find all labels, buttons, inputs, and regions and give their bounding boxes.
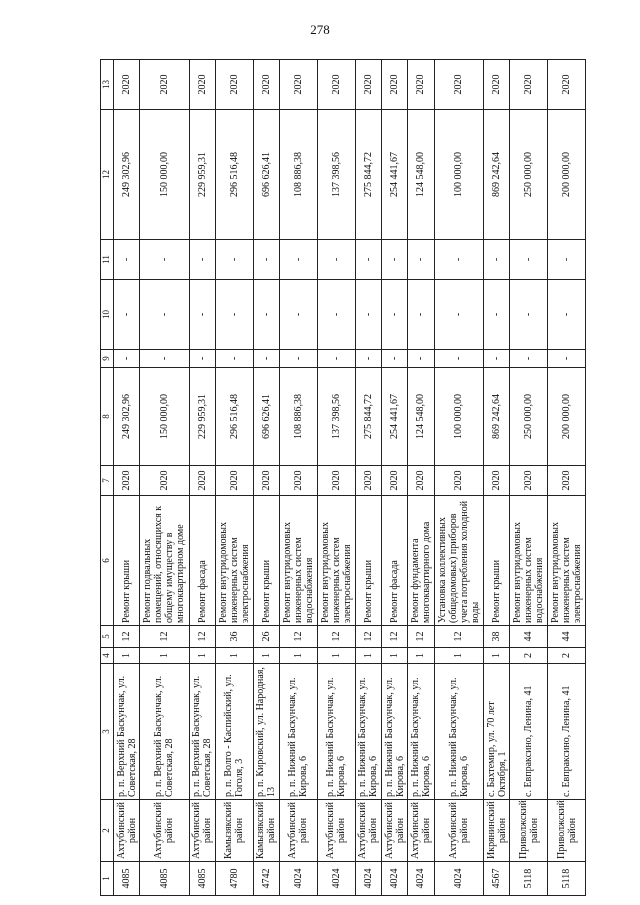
cell-id: 4024 (408, 862, 434, 896)
cell-col10: - (355, 280, 381, 350)
cell-col9: - (483, 350, 509, 368)
cell-count: 2 (548, 648, 586, 664)
cell-work-type: Ремонт фасада (189, 496, 215, 626)
cell-col11: - (215, 240, 253, 280)
cell-id: 4024 (355, 862, 381, 896)
cell-year: 2020 (382, 466, 408, 496)
cell-count: 1 (280, 648, 318, 664)
table-row (434, 60, 483, 896)
cell-address: р. п. Верхний Баскунчак, ул. Советская, 28 (140, 664, 189, 800)
cell-district: Приволжский район (510, 800, 548, 862)
cell-col10: - (280, 280, 318, 350)
cell-col9: - (215, 350, 253, 368)
cell-work-type: Ремонт крыши (114, 496, 140, 626)
cell-floors: 12 (355, 626, 381, 648)
cell-total: 869 242,64 (483, 110, 509, 240)
cell-district: Ахтубинский район (355, 800, 381, 862)
table-row (548, 60, 586, 896)
cell-work-type: Ремонт подвальных помещений, относящихся к общему имуществу в многоквартирном доме (140, 496, 189, 626)
cell-total: 200 000,00 (548, 110, 586, 240)
header-row (101, 60, 114, 896)
cell-count: 1 (317, 648, 355, 664)
column-header: 8 (101, 368, 114, 466)
cell-cost: 296 516,48 (215, 368, 253, 466)
cell-deadline: 2020 (510, 60, 548, 110)
cell-district: Икрянинский район (483, 800, 509, 862)
cell-year: 2020 (253, 466, 279, 496)
cell-work-type: Ремонт фасада (382, 496, 408, 626)
column-header: 13 (101, 60, 114, 110)
cell-address: р. п. Нижний Баскунчак, ул. Кирова, 6 (355, 664, 381, 800)
cell-district: Ахтубинский район (434, 800, 483, 862)
cell-cost: 124 548,00 (408, 368, 434, 466)
cell-address: с. Евпраксино, Ленина, 41 (510, 664, 548, 800)
table-row (382, 60, 408, 896)
table-row (253, 60, 279, 896)
cell-total: 249 302,96 (114, 110, 140, 240)
table-body (114, 60, 586, 896)
cell-id: 5118 (548, 862, 586, 896)
cell-deadline: 2020 (114, 60, 140, 110)
column-header: 1 (101, 862, 114, 896)
column-header: 7 (101, 466, 114, 496)
cell-deadline: 2020 (280, 60, 318, 110)
cell-deadline: 2020 (253, 60, 279, 110)
cell-cost: 108 886,38 (280, 368, 318, 466)
cell-year: 2020 (215, 466, 253, 496)
cell-col10: - (189, 280, 215, 350)
column-header: 6 (101, 496, 114, 626)
cell-deadline: 2020 (355, 60, 381, 110)
cell-count: 1 (382, 648, 408, 664)
cell-floors: 12 (280, 626, 318, 648)
cell-district: Камызякский район (253, 800, 279, 862)
cell-total: 696 626,41 (253, 110, 279, 240)
column-header: 5 (101, 626, 114, 648)
cell-count: 1 (114, 648, 140, 664)
cell-col11: - (280, 240, 318, 280)
cell-deadline: 2020 (382, 60, 408, 110)
cell-year: 2020 (548, 466, 586, 496)
cell-year: 2020 (317, 466, 355, 496)
cell-col11: - (189, 240, 215, 280)
cell-cost: 229 959,31 (189, 368, 215, 466)
table-row (317, 60, 355, 896)
cell-col10: - (140, 280, 189, 350)
cell-id: 4024 (280, 862, 318, 896)
cell-id: 4024 (317, 862, 355, 896)
cell-floors: 26 (253, 626, 279, 648)
cell-col11: - (483, 240, 509, 280)
column-header: 11 (101, 240, 114, 280)
table-row (280, 60, 318, 896)
cell-cost: 137 398,56 (317, 368, 355, 466)
cell-year: 2020 (114, 466, 140, 496)
cell-floors: 44 (510, 626, 548, 648)
column-header: 4 (101, 648, 114, 664)
cell-year: 2020 (140, 466, 189, 496)
cell-count: 2 (510, 648, 548, 664)
cell-work-type: Ремонт крыши (355, 496, 381, 626)
cell-deadline: 2020 (189, 60, 215, 110)
cell-col10: - (382, 280, 408, 350)
cell-work-type: Ремонт внутридомовых инженерных систем электроснабжения (215, 496, 253, 626)
cell-total: 108 886,38 (280, 110, 318, 240)
cell-total: 137 398,56 (317, 110, 355, 240)
cell-floors: 38 (483, 626, 509, 648)
cell-floors: 44 (548, 626, 586, 648)
cell-district: Приволжский район (548, 800, 586, 862)
cell-total: 150 000,00 (140, 110, 189, 240)
cell-floors: 12 (140, 626, 189, 648)
cell-floors: 36 (215, 626, 253, 648)
cell-col10: - (317, 280, 355, 350)
cell-cost: 696 626,41 (253, 368, 279, 466)
cell-total: 250 000,00 (510, 110, 548, 240)
cell-count: 1 (215, 648, 253, 664)
cell-col10: - (434, 280, 483, 350)
cell-work-type: Ремонт внутридомовых инженерных систем водоснабжения (280, 496, 318, 626)
cell-id: 4780 (215, 862, 253, 896)
cell-address: р. п. Нижний Баскунчак, ул. Кирова, 6 (408, 664, 434, 800)
cell-district: Ахтубинский район (114, 800, 140, 862)
column-header: 3 (101, 664, 114, 800)
column-header: 9 (101, 350, 114, 368)
cell-col11: - (140, 240, 189, 280)
cell-count: 1 (483, 648, 509, 664)
cell-address: р. п. Нижний Баскунчак, ул. Кирова, 6 (434, 664, 483, 800)
cell-col9: - (548, 350, 586, 368)
cell-col11: - (355, 240, 381, 280)
cell-work-type: Ремонт внутридомовых инженерных систем водоснабжения (510, 496, 548, 626)
cell-year: 2020 (355, 466, 381, 496)
cell-count: 1 (253, 648, 279, 664)
cell-total: 296 516,48 (215, 110, 253, 240)
cell-col11: - (114, 240, 140, 280)
cell-id: 5118 (510, 862, 548, 896)
cell-year: 2020 (483, 466, 509, 496)
cell-cost: 254 441,67 (382, 368, 408, 466)
cell-col9: - (140, 350, 189, 368)
cell-count: 1 (355, 648, 381, 664)
cell-total: 254 441,67 (382, 110, 408, 240)
cell-col10: - (548, 280, 586, 350)
cell-cost: 150 000,00 (140, 368, 189, 466)
cell-year: 2020 (408, 466, 434, 496)
table-row (114, 60, 140, 896)
cell-district: Ахтубинский район (317, 800, 355, 862)
column-header: 12 (101, 110, 114, 240)
cell-col9: - (510, 350, 548, 368)
cell-deadline: 2020 (483, 60, 509, 110)
cell-col11: - (510, 240, 548, 280)
cell-count: 1 (408, 648, 434, 664)
table-row (189, 60, 215, 896)
cell-col11: - (548, 240, 586, 280)
cell-district: Ахтубинский район (140, 800, 189, 862)
page-number: 278 (310, 22, 330, 37)
cell-col9: - (189, 350, 215, 368)
cell-district: Ахтубинский район (280, 800, 318, 862)
cell-work-type: Ремонт крыши (483, 496, 509, 626)
cell-year: 2020 (189, 466, 215, 496)
cell-address: с. Евпраксино, Ленина, 41 (548, 664, 586, 800)
table-row (510, 60, 548, 896)
cell-cost: 200 000,00 (548, 368, 586, 466)
cell-cost: 250 000,00 (510, 368, 548, 466)
cell-cost: 275 844,72 (355, 368, 381, 466)
cell-deadline: 2020 (408, 60, 434, 110)
table-row (483, 60, 509, 896)
cell-id: 4024 (382, 862, 408, 896)
cell-cost: 249 302,96 (114, 368, 140, 466)
cell-deadline: 2020 (317, 60, 355, 110)
cell-col11: - (408, 240, 434, 280)
cell-floors: 12 (408, 626, 434, 648)
cell-col9: - (280, 350, 318, 368)
cell-total: 100 000,00 (434, 110, 483, 240)
cell-col10: - (408, 280, 434, 350)
cell-col10: - (253, 280, 279, 350)
cell-work-type: Установка коллективных (общедомовых) приборов учета потребления холодной воды (434, 496, 483, 626)
cell-col9: - (253, 350, 279, 368)
cell-id: 4085 (114, 862, 140, 896)
cell-id: 4085 (189, 862, 215, 896)
cell-work-type: Ремонт крыши (253, 496, 279, 626)
cell-floors: 12 (189, 626, 215, 648)
cell-floors: 12 (434, 626, 483, 648)
column-header: 10 (101, 280, 114, 350)
cell-address: р. п. Верхний Баскунчак, ул. Советская, 28 (114, 664, 140, 800)
cell-year: 2020 (510, 466, 548, 496)
cell-address: р. п. Волго - Каспийский, ул. Гоголя, 3 (215, 664, 253, 800)
rotated-table-container (100, 60, 586, 896)
cell-address: р. п. Кировский, ул. Народная, 13 (253, 664, 279, 800)
cell-district: Ахтубинский район (189, 800, 215, 862)
cell-address: р. п. Верхний Баскунчак, ул. Советская, 28 (189, 664, 215, 800)
cell-col9: - (317, 350, 355, 368)
cell-cost: 869 242,64 (483, 368, 509, 466)
cell-cost: 100 000,00 (434, 368, 483, 466)
cell-col9: - (382, 350, 408, 368)
cell-col11: - (253, 240, 279, 280)
table-row (355, 60, 381, 896)
cell-floors: 12 (317, 626, 355, 648)
cell-work-type: Ремонт внутридомовых инженерных систем электроснабжения (548, 496, 586, 626)
cell-id: 4742 (253, 862, 279, 896)
cell-floors: 12 (114, 626, 140, 648)
cell-total: 275 844,72 (355, 110, 381, 240)
cell-district: Камызякский район (215, 800, 253, 862)
cell-district: Ахтубинский район (382, 800, 408, 862)
cell-deadline: 2020 (548, 60, 586, 110)
cell-col11: - (317, 240, 355, 280)
cell-work-type: Ремонт внутридомовых инженерных систем электроснабжения (317, 496, 355, 626)
cell-col10: - (483, 280, 509, 350)
cell-col10: - (114, 280, 140, 350)
table-row (140, 60, 189, 896)
cell-deadline: 2020 (215, 60, 253, 110)
repair-program-table (100, 59, 586, 896)
cell-id: 4567 (483, 862, 509, 896)
cell-col9: - (434, 350, 483, 368)
table-row (215, 60, 253, 896)
cell-id: 4085 (140, 862, 189, 896)
cell-work-type: Ремонт фундамента многоквартирного дома (408, 496, 434, 626)
cell-address: р. п. Нижний Баскунчак, ул. Кирова, 6 (317, 664, 355, 800)
cell-col11: - (382, 240, 408, 280)
column-header: 2 (101, 800, 114, 862)
cell-col9: - (114, 350, 140, 368)
cell-count: 1 (189, 648, 215, 664)
cell-total: 229 959,31 (189, 110, 215, 240)
cell-col10: - (215, 280, 253, 350)
cell-year: 2020 (434, 466, 483, 496)
cell-year: 2020 (280, 466, 318, 496)
cell-col9: - (408, 350, 434, 368)
cell-total: 124 548,00 (408, 110, 434, 240)
cell-deadline: 2020 (434, 60, 483, 110)
cell-col9: - (355, 350, 381, 368)
cell-col10: - (510, 280, 548, 350)
cell-address: с. Бахтемир, ул. 70 лет Октября, 1 (483, 664, 509, 800)
cell-address: р. п. Нижний Баскунчак, ул. Кирова, 6 (382, 664, 408, 800)
cell-address: р. п. Нижний Баскунчак, ул. Кирова, 6 (280, 664, 318, 800)
cell-count: 1 (140, 648, 189, 664)
cell-count: 1 (434, 648, 483, 664)
table-row (408, 60, 434, 896)
cell-id: 4024 (434, 862, 483, 896)
cell-deadline: 2020 (140, 60, 189, 110)
cell-district: Ахтубинский район (408, 800, 434, 862)
cell-floors: 12 (382, 626, 408, 648)
cell-col11: - (434, 240, 483, 280)
